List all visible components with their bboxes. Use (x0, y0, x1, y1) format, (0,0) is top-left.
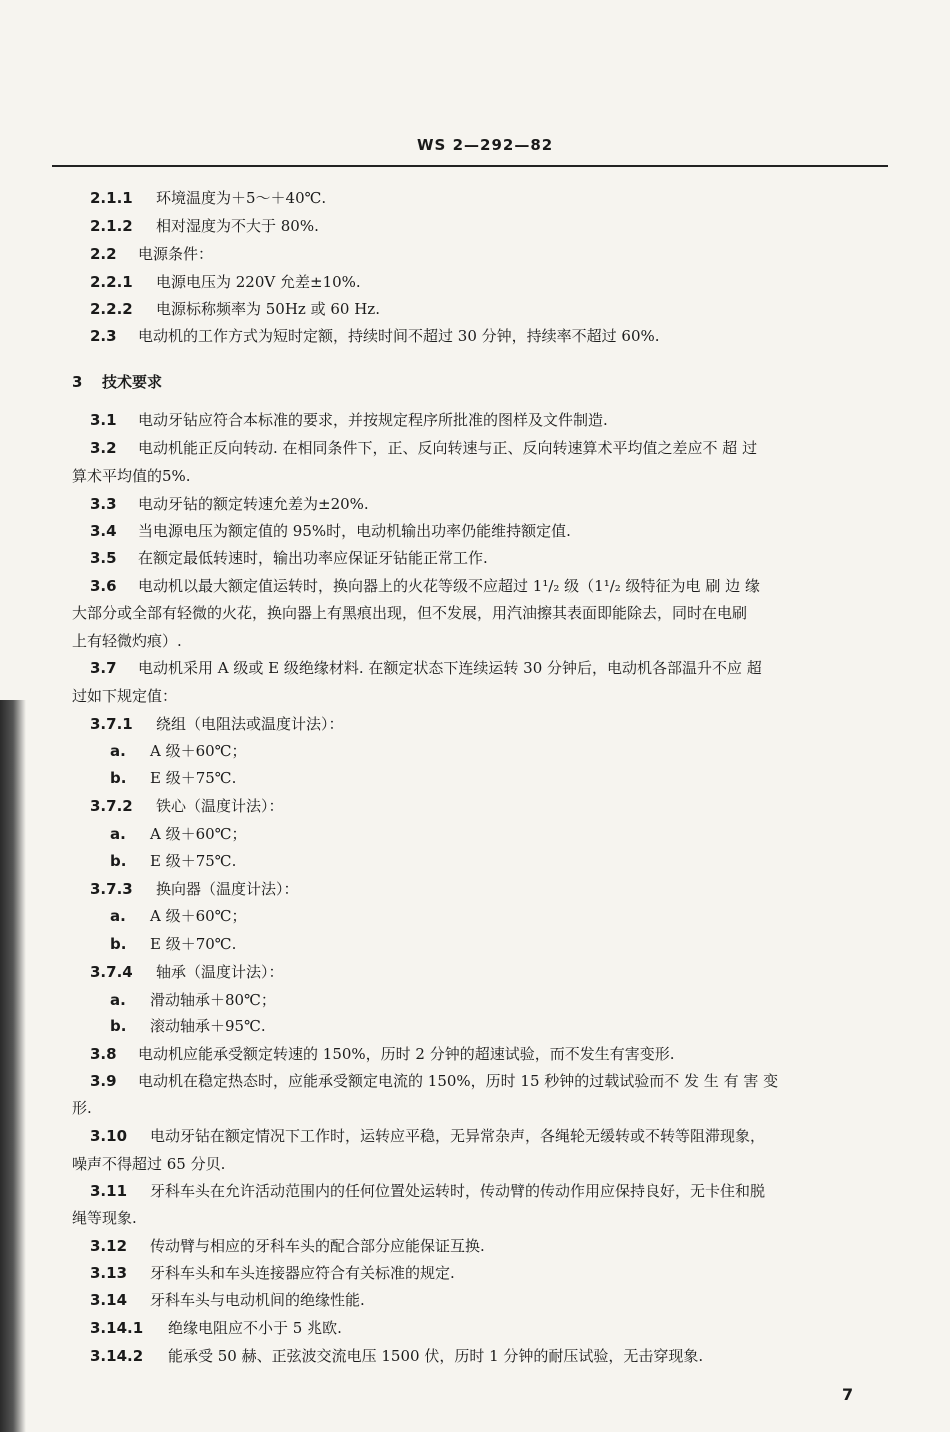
clause-text: 传动臂与相应的牙科车头的配合部分应能保证互换. (150, 1237, 485, 1255)
clause-text: 相对湿度为不大于 80%. (156, 217, 319, 235)
clause-text: E 级＋75℃. (150, 852, 237, 870)
clause-text: 换向器（温度计法）： (156, 880, 299, 898)
section-number: b. (110, 852, 127, 870)
clause-text: A 级＋60℃； (150, 742, 247, 760)
clause-text: 电源电压为 220V 允差±10%. (156, 273, 361, 291)
clause-text: 大部分或全部有轻微的火花，换向器上有黑痕出现，但不发展，用汽油擦其表面即能除去，同时在电刷 (72, 604, 748, 622)
clause-text: 噪声不得超过 65 分贝. (72, 1155, 226, 1173)
standard-code-header: WS 2—292—82 (417, 136, 554, 154)
clause-text: 牙科车头和车头连接器应符合有关标准的规定. (150, 1264, 455, 1282)
clause-text: E 级＋70℃. (150, 935, 237, 953)
section-number: 3.7.2 (90, 797, 133, 815)
section-number: 3.12 (90, 1237, 128, 1255)
section-number: a. (110, 825, 126, 843)
header-rule (52, 165, 888, 167)
section-number: 3.11 (90, 1182, 128, 1200)
section-number: 3.14 (90, 1291, 128, 1309)
section-number: 3.8 (90, 1045, 117, 1063)
scan-edge-shadow (0, 700, 26, 1432)
section-number: 3.4 (90, 522, 117, 540)
clause-text: 滚动轴承＋95℃. (150, 1017, 266, 1035)
clause-text: E 级＋75℃. (150, 769, 237, 787)
section-number: b. (110, 935, 127, 953)
clause-text: 电动机的工作方式为短时定额，持续时间不超过 30 分钟，持续率不超过 60%. (138, 327, 660, 345)
section-number: 3.7.4 (90, 963, 133, 981)
clause-text: 当电源电压为额定值的 95%时，电动机输出功率仍能维持额定值. (138, 522, 571, 540)
section-number: 3.7.3 (90, 880, 133, 898)
section-number: 3.2 (90, 439, 117, 457)
clause-text: 电动机应能承受额定转速的 150%，历时 2 分钟的超速试验，而不发生有害变形. (138, 1045, 675, 1063)
clause-text: 上有轻微灼痕）. (72, 632, 182, 650)
clause-text: 电动牙钻的额定转速允差为±20%. (138, 495, 369, 513)
clause-text: 电动机在稳定热态时，应能承受额定电流的 150%，历时 15 秒钟的过载试验而不 发 生 有 害 变 (138, 1072, 779, 1090)
section-number: 2.2.1 (90, 273, 133, 291)
clause-text: 技术要求 (102, 373, 163, 391)
section-number: 3.6 (90, 577, 117, 595)
clause-text: A 级＋60℃； (150, 907, 247, 925)
clause-text: 能承受 50 赫、正弦波交流电压 1500 伏，历时 1 分钟的耐压试验，无击穿现象. (168, 1347, 704, 1365)
section-number: 3.14.2 (90, 1347, 144, 1365)
clause-text: 电动牙钻应符合本标准的要求，并按规定程序所批准的图样及文件制造. (138, 411, 608, 429)
clause-text: 在额定最低转速时，输出功率应保证牙钻能正常工作. (138, 549, 488, 567)
clause-text: 绳等现象. (72, 1209, 137, 1227)
section-number: 2.1.2 (90, 217, 133, 235)
section-number: 3 (72, 373, 83, 391)
clause-text: 绝缘电阻应不小于 5 兆欧. (168, 1319, 342, 1337)
section-number: 3.5 (90, 549, 117, 567)
clause-text: 电动牙钻在额定情况下工作时，运转应平稳，无异常杂声，各绳轮无缓转或不转等阻滞现象， (150, 1127, 766, 1145)
section-number: 3.7.1 (90, 715, 133, 733)
section-number: 3.13 (90, 1264, 128, 1282)
section-number: a. (110, 991, 126, 1009)
section-number: 3.3 (90, 495, 117, 513)
section-number: a. (110, 907, 126, 925)
section-number: 3.7 (90, 659, 117, 677)
section-number: 2.3 (90, 327, 117, 345)
clause-text: 过如下规定值： (72, 687, 178, 705)
section-number: b. (110, 1017, 127, 1035)
clause-text: A 级＋60℃； (150, 825, 247, 843)
section-number: a. (110, 742, 126, 760)
clause-text: 电动机采用 A 级或 E 级绝缘材料. 在额定状态下连续运转 30 分钟后，电动机各部温升不应 超 (138, 659, 762, 677)
section-number: b. (110, 769, 127, 787)
page-number: 7 (842, 1385, 854, 1404)
clause-text: 绕组（电阻法或温度计法）： (156, 715, 344, 733)
clause-text: 环境温度为＋5～＋40℃. (156, 189, 327, 207)
clause-text: 电源标称频率为 50Hz 或 60 Hz. (156, 300, 380, 318)
section-number: 3.9 (90, 1072, 117, 1090)
clause-text: 铁心（温度计法）： (156, 797, 284, 815)
section-number: 2.2 (90, 245, 117, 263)
section-number: 2.2.2 (90, 300, 133, 318)
clause-text: 形. (72, 1099, 92, 1117)
clause-text: 电动机以最大额定值运转时，换向器上的火花等级不应超过 1¹/₂ 级（1¹/₂ 级特征为电 刷 边 缘 (138, 577, 760, 595)
clause-text: 电源条件： (138, 245, 214, 263)
clause-text: 电动机能正反向转动. 在相同条件下，正、反向转速与正、反向转速算术平均值之差应不 超 过 (138, 439, 758, 457)
section-number: 3.1 (90, 411, 117, 429)
section-number: 3.14.1 (90, 1319, 144, 1337)
clause-text: 滑动轴承＋80℃； (150, 991, 276, 1009)
section-number: 3.10 (90, 1127, 128, 1145)
clause-text: 轴承（温度计法）： (156, 963, 284, 981)
section-number: 2.1.1 (90, 189, 133, 207)
clause-text: 牙科车头在允许活动范围内的任何位置处运转时，传动臂的传动作用应保持良好，无卡住和脱 (150, 1182, 766, 1200)
clause-text: 算术平均值的5%. (72, 467, 191, 485)
clause-text: 牙科车头与电动机间的绝缘性能. (150, 1291, 365, 1309)
